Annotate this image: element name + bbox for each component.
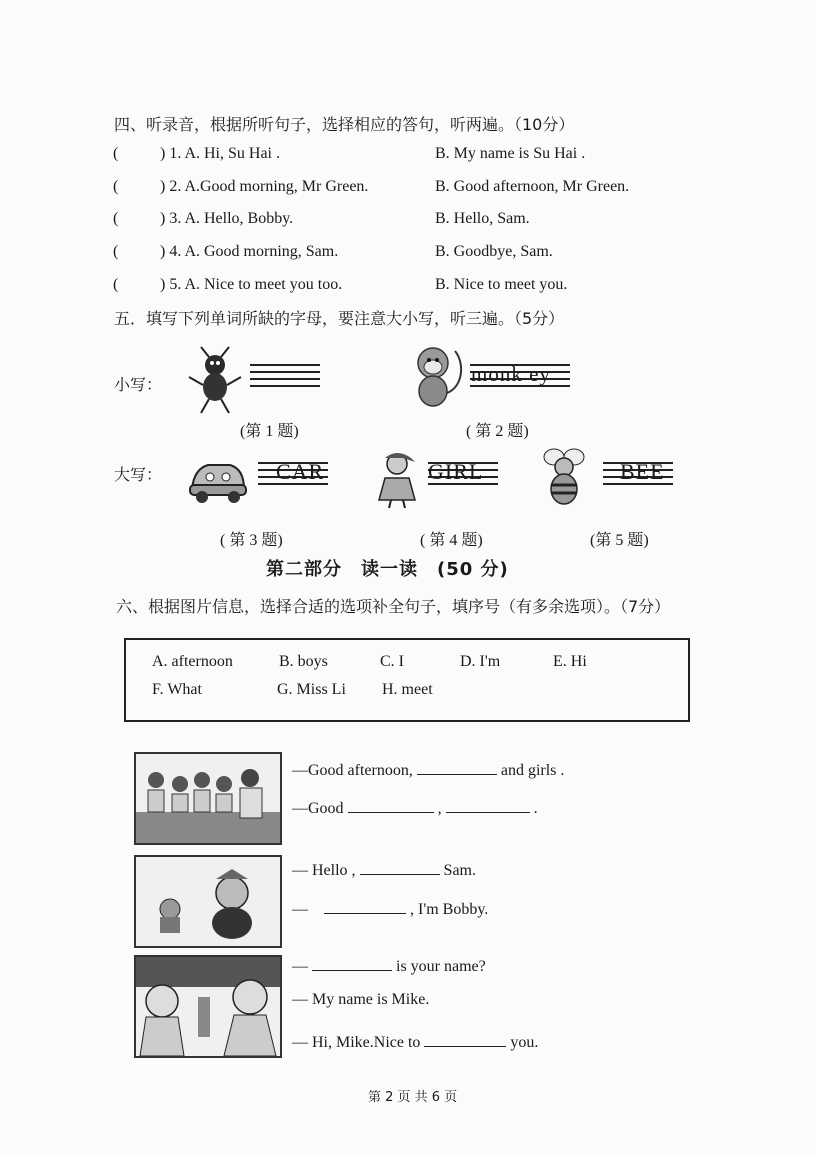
answer-blank[interactable] xyxy=(312,955,392,971)
caption-5: (第 5 题) xyxy=(590,532,649,549)
children-picture xyxy=(134,955,282,1058)
option-a: ) 2. A.Good morning, Mr Green. xyxy=(160,178,369,195)
dialog-1-line-1 xyxy=(292,759,564,780)
word-5: BEE xyxy=(620,459,665,484)
caption-3: ( 第 3 题) xyxy=(220,532,283,549)
dialog-text: and girls . xyxy=(500,762,565,779)
part-2-title: 第二部分 读一读 (50 分) xyxy=(266,559,509,580)
writing-lines-1[interactable] xyxy=(250,364,320,386)
ant-picture xyxy=(185,345,245,417)
dialog-3-line-3 xyxy=(292,1031,538,1052)
answer-paren: ( xyxy=(113,210,119,227)
dialog-text: is your name? xyxy=(396,958,486,975)
section-4-title: 四、听录音，根据所听句子，选择相应的答句，听两遍。（10分） xyxy=(114,115,575,134)
answer-blank[interactable] xyxy=(324,898,406,914)
bee-picture xyxy=(538,443,588,507)
options-box xyxy=(124,638,690,722)
cartoon-picture xyxy=(134,855,282,948)
dialog-1-line-2 xyxy=(292,797,538,818)
word-2: monk ey xyxy=(471,362,551,386)
answer-paren: ( xyxy=(113,145,119,162)
dialog-text: —Good afternoon, xyxy=(292,762,413,779)
option-h: H. meet xyxy=(382,681,433,698)
word-4: GIRL xyxy=(428,459,484,484)
answer-blank[interactable] xyxy=(360,859,440,875)
dialog-text: . xyxy=(533,800,538,817)
girl-picture xyxy=(367,450,425,510)
answer-blank[interactable] xyxy=(348,797,434,813)
dialog-2-line-1 xyxy=(292,859,476,880)
option-a: ) 3. A. Hello, Bobby. xyxy=(160,210,294,227)
answer-blank[interactable] xyxy=(446,797,530,813)
classroom-picture xyxy=(134,752,282,845)
option-b: B. Goodbye, Sam. xyxy=(435,243,553,260)
dialog-text: — Hi, Mike.Nice to xyxy=(292,1034,421,1051)
dialog-text: — Hello , xyxy=(292,862,356,879)
uppercase-label: 大写： xyxy=(114,465,163,484)
section-5-title: 五．填写下列单词所缺的字母，要注意大小写，听三遍。（5分） xyxy=(114,309,565,328)
answer-paren: ( xyxy=(113,276,119,293)
option-a: ) 1. A. Hi, Su Hai . xyxy=(160,145,280,162)
option-b: B. My name is Su Hai . xyxy=(435,145,586,162)
dialog-3-line-2: — My name is Mike. xyxy=(292,991,430,1008)
dialog-2-line-2 xyxy=(292,898,488,919)
lowercase-label: 小写： xyxy=(114,375,163,394)
answer-blank[interactable] xyxy=(417,759,497,775)
dialog-text: —Good xyxy=(292,800,344,817)
word-3: CAR xyxy=(276,459,325,484)
dialog-3-line-1 xyxy=(292,955,486,976)
dialog-text: , I'm Bobby. xyxy=(410,901,489,918)
section-6-title: 六、根据图片信息，选择合适的选项补全句子，填序号（有多余选项）。（7分） xyxy=(116,597,671,616)
option-d: D. I'm xyxy=(460,653,501,670)
dialog-text: — xyxy=(292,958,308,975)
caption-1: (第 1 题) xyxy=(240,423,299,440)
option-a: ) 4. A. Good morning, Sam. xyxy=(160,243,339,260)
answer-paren: ( xyxy=(113,243,119,260)
dialog-text: Sam. xyxy=(443,862,476,879)
option-b: B. Hello, Sam. xyxy=(435,210,530,227)
dialog-text: you. xyxy=(510,1034,539,1051)
monkey-picture xyxy=(405,343,467,409)
option-c: C. I xyxy=(380,653,404,670)
car-picture xyxy=(186,455,248,505)
dialog-text: — xyxy=(292,901,308,918)
option-b: B. Good afternoon, Mr Green. xyxy=(435,178,630,195)
answer-blank[interactable] xyxy=(424,1031,506,1047)
option-a: A. afternoon xyxy=(152,653,233,670)
option-b: B. boys xyxy=(279,653,328,670)
option-g: G. Miss Li xyxy=(277,681,346,698)
option-a: ) 5. A. Nice to meet you too. xyxy=(160,276,343,293)
caption-4: ( 第 4 题) xyxy=(420,532,483,549)
option-b: B. Nice to meet you. xyxy=(435,276,568,293)
answer-paren: ( xyxy=(113,178,119,195)
option-e: E. Hi xyxy=(553,653,587,670)
page-footer: 第 2 页 共 6 页 xyxy=(368,1090,458,1105)
dialog-text: , xyxy=(437,800,442,817)
option-f: F. What xyxy=(152,681,202,698)
caption-2: ( 第 2 题) xyxy=(466,423,529,440)
